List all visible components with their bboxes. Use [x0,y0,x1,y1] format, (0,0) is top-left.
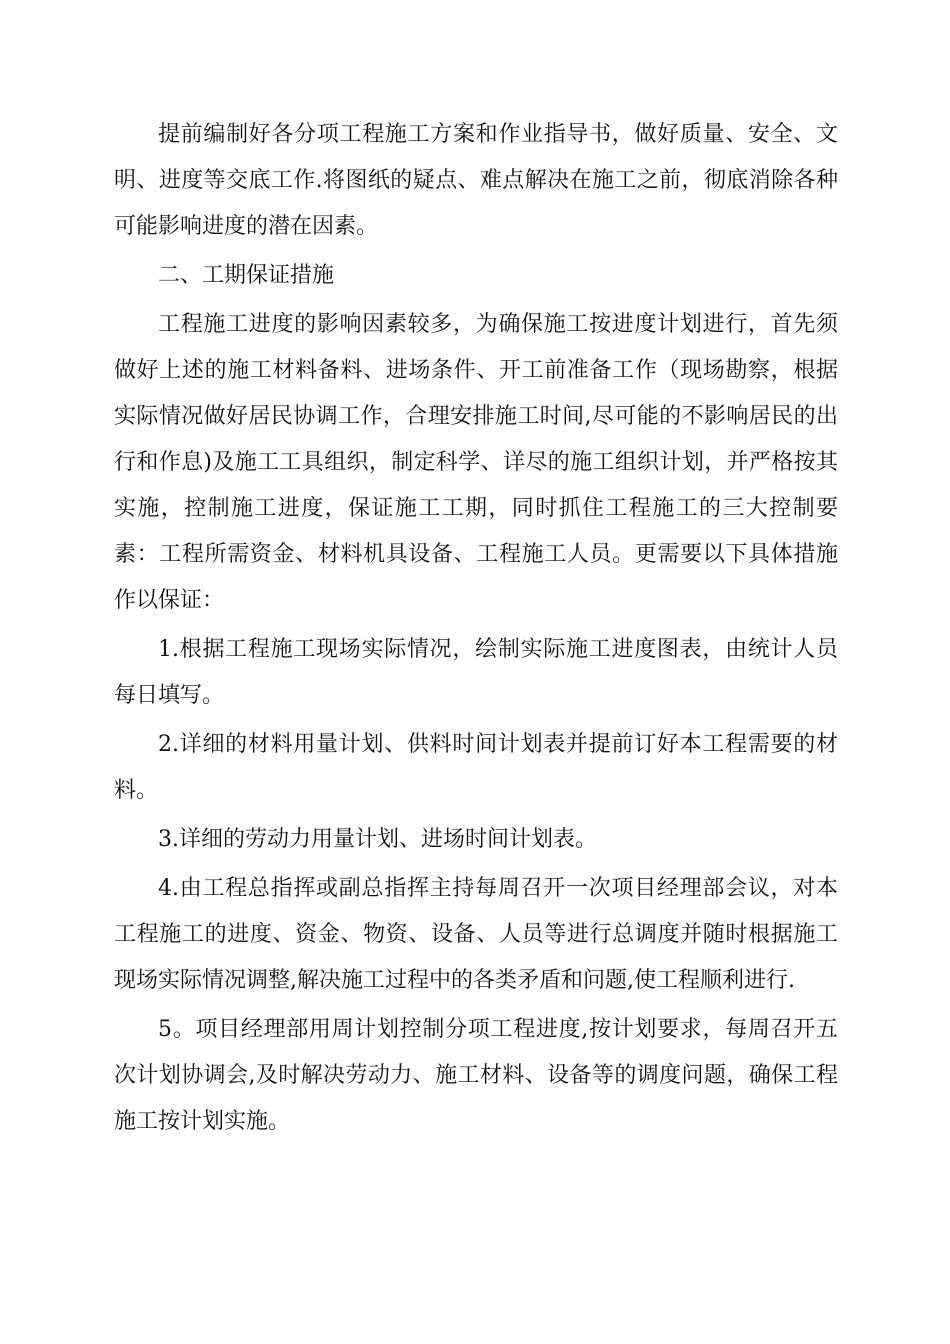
measure-item-3: 3.详细的劳动力用量计划、进场时间计划表。 [158,827,597,852]
intro-paragraph: 提前编制好各分项工程施工方案和作业指导书，做好质量、安全、文明、进度等交底工作.将图纸的疑点、难点解决在施工之前，彻底消除各种可能影响进度的潜在因素。 [114,122,838,239]
measure-item-4: 4.由工程总指挥或副总指挥主持每周召开一次项目经理部会议，对本工程施工的进度、资金、物资、设备、人员等进行总调度并随时根据施工现场实际情况调整,解决施工过程中的各类矛盾和问题,使工程顺利进行. [114,876,838,993]
document-body [114,112,838,1148]
measure-item-1: 1.根据工程施工现场实际情况，绘制实际施工进度图表，由统计人员每日填写。 [114,637,838,708]
section-paragraph: 工程施工进度的影响因素较多，为确保施工按进度计划进行，首先须做好上述的施工材料备料、进场条件、开工前准备工作（现场勘察，根据实际情况做好居民协调工作，合理安排施工时间,尽可能的不影响居民的出行和作息)及施工工具组织，制定科学、详尽的施工组织计划，并严格按其实施，控制施工进度，保证施工工期，同时抓住工程施工的三大控制要素：工程所需资金、材料机具设备、工程施工人员。更需要以下具体措施作以保证： [114,312,838,613]
measure-item-2: 2.详细的材料用量计划、供料时间计划表并提前订好本工程需要的材料。 [114,732,838,803]
measure-item-5: 5。项目经理部用周计划控制分项工程进度,按计划要求，每周召开五次计划协调会,及时解决劳动力、施工材料、设备等的调度问题，确保工程施工按计划实施。 [114,1017,838,1134]
section-heading: 二、工期保证措施 [158,263,335,288]
